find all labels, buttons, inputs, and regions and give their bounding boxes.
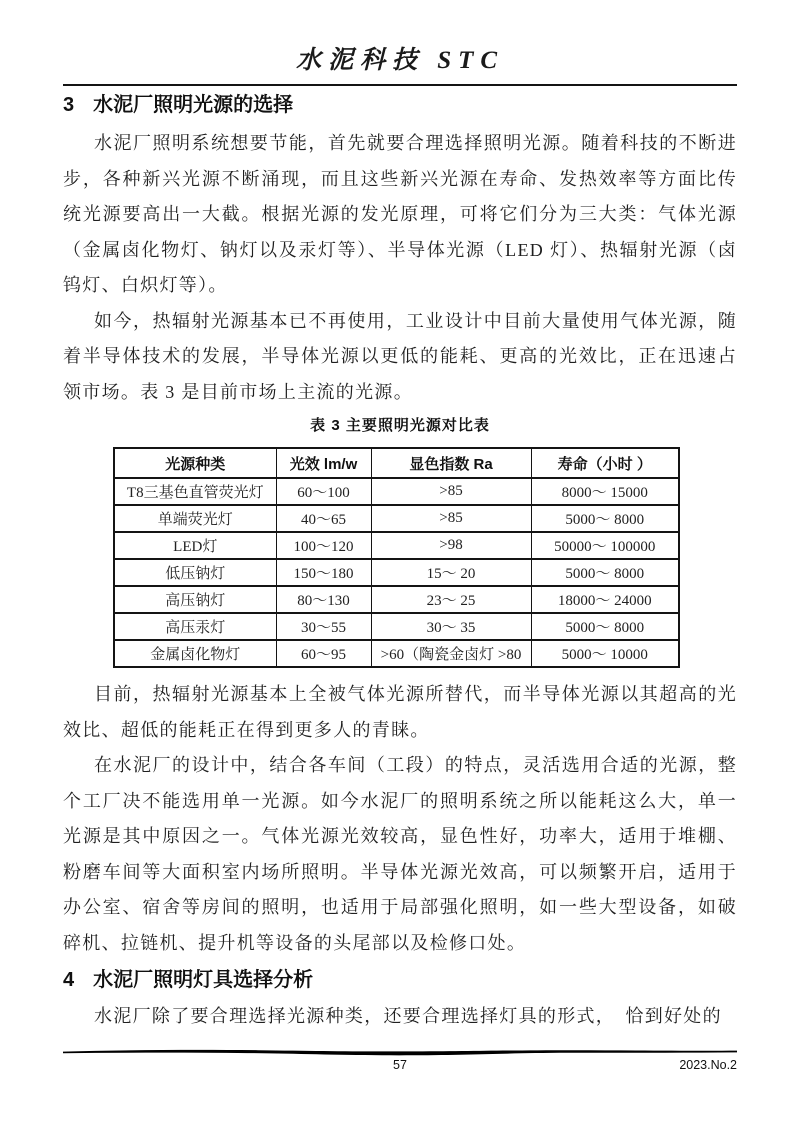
table-cell: 100～120 [276, 532, 371, 559]
page-footer [63, 1047, 737, 1076]
page-number: 57 [393, 1058, 407, 1072]
header-cell: 光源种类 [114, 448, 276, 478]
table-cell: 高压汞灯 [114, 613, 276, 640]
table-row [114, 559, 679, 586]
issue-number: 2023.No.2 [679, 1058, 737, 1072]
table-cell: 高压钠灯 [114, 586, 276, 613]
table-cell: 50000～ 100000 [531, 532, 679, 559]
table-row [114, 613, 679, 640]
header-cell: 显色指数 Ra [371, 448, 531, 478]
table-cell: 30～55 [276, 613, 371, 640]
table-row [114, 586, 679, 613]
header-cell: 光效 lm/w [276, 448, 371, 478]
table-cell: 60～95 [276, 640, 371, 667]
table-caption: 表 3 主要照明光源对比表 [310, 417, 490, 434]
table-cell: 60～100 [276, 478, 371, 505]
table-cell: 150～180 [276, 559, 371, 586]
table-cell: >98 [371, 532, 531, 559]
table-row [114, 478, 679, 505]
section-4-number: 4 [63, 969, 75, 991]
table-cell: 5000～ 8000 [531, 613, 679, 640]
table-cell: 18000～ 24000 [531, 586, 679, 613]
table-row [114, 448, 679, 478]
table-row [114, 532, 679, 559]
table-cell: 80～130 [276, 586, 371, 613]
table-cell: 23～ 25 [371, 586, 531, 613]
paragraph: 水泥厂除了要合理选择光源种类，还要合理选择灯具的形式， 恰到好处的 [94, 1006, 722, 1026]
journal-title: 水泥科技 STC [295, 47, 505, 74]
section-3-number: 3 [63, 94, 75, 116]
table-row [114, 640, 679, 667]
table-cell: 40～65 [276, 505, 371, 532]
table-cell: 金属卤化物灯 [114, 640, 276, 667]
paragraph: 如今，热辐射光源基本已不再使用，工业设计中目前大量使用气体光源，随着半导体技术的发展，半导体光源以更低的能耗、更高的光效比，正在迅速占领市场。表 3 是目前市场上主流的光源。 [63, 310, 737, 402]
table-cell: 5000～ 10000 [531, 640, 679, 667]
table-cell: 8000～ 15000 [531, 478, 679, 505]
header-rule [63, 84, 737, 86]
section-4-title: 水泥厂照明灯具选择分析 [93, 969, 314, 991]
table-cell: 15～ 20 [371, 559, 531, 586]
section-3-title: 水泥厂照明光源的选择 [93, 94, 294, 116]
light-source-table [113, 447, 680, 668]
table-row [114, 505, 679, 532]
header-cell: 寿命（小时 ） [531, 448, 679, 478]
table-cell: >85 [371, 505, 531, 532]
table-cell: >85 [371, 478, 531, 505]
table-cell: 单端荧光灯 [114, 505, 276, 532]
footer-row [63, 1058, 737, 1076]
paragraph: 在水泥厂的设计中，结合各车间（工段）的特点，灵活选用合适的光源，整个工厂决不能选用单一光源。如今水泥厂的照明系统之所以能耗这么大，单一光源是其中原因之一。气体光源光效较高，显色性好，功率大，适用于堆棚、粉磨车间等大面积室内场所照明。半导体光源光效高，可以频繁开启，适用于办公室、宿舍等房间的照明，也适用于局部强化照明，如一些大型设备，如破碎机、拉链机、提升机等设备的头尾部以及检修口处。 [63, 755, 737, 953]
paragraph: 目前，热辐射光源基本上全被气体光源所替代，而半导体光源以其超高的光效比、超低的能耗正在得到更多人的青睐。 [63, 684, 737, 740]
table-cell: LED灯 [114, 532, 276, 559]
table-cell: 低压钠灯 [114, 559, 276, 586]
footer-rule [63, 1047, 737, 1057]
section-4-heading [63, 967, 737, 993]
table-cell: >60（陶瓷金卤灯 >80 [371, 640, 531, 667]
table-header-row [114, 448, 679, 478]
section-3-heading [63, 92, 737, 118]
paragraph: 水泥厂照明系统想要节能，首先就要合理选择照明光源。随着科技的不断进步，各种新兴光源不断涌现，而且这些新兴光源在寿命、发热效率等方面比传统光源要高出一大截。根据光源的发光原理，可将它们分为三大类：气体光源（金属卤化物灯、钠灯以及汞灯等）、半导体光源（LED 灯）、热辐射光源（卤钨灯、白炽灯等）。 [63, 133, 737, 295]
table-cell: 30～ 35 [371, 613, 531, 640]
table-cell: 5000～ 8000 [531, 505, 679, 532]
table-body [114, 478, 679, 667]
table-cell: 5000～ 8000 [531, 559, 679, 586]
table-cell: T8三基色直管荧光灯 [114, 478, 276, 505]
